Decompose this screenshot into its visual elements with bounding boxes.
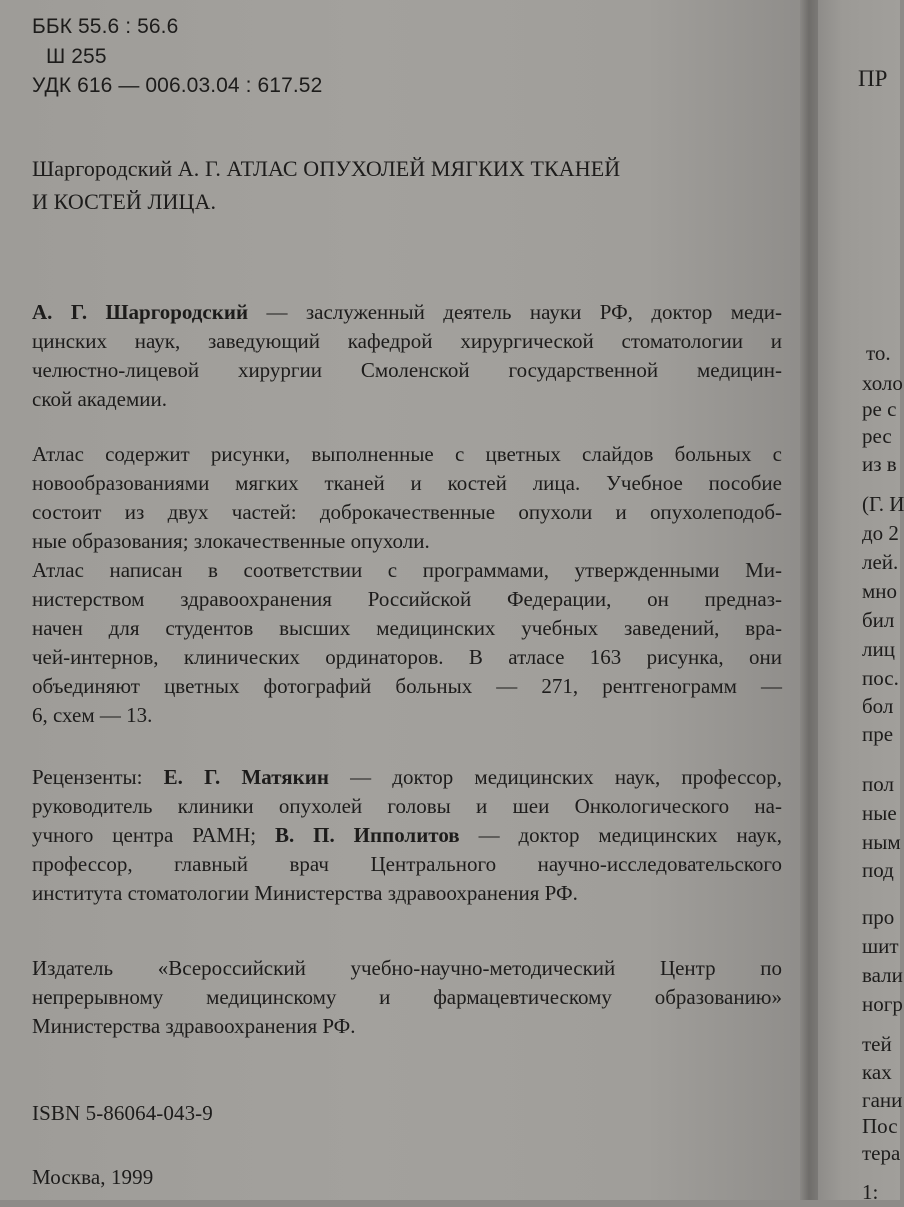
abstract-line: новообразованиями мягких тканей и костей лица. Учебное пособие: [32, 471, 782, 495]
right-page-text: гани: [862, 1088, 903, 1112]
right-page-text: ках: [862, 1060, 892, 1084]
right-page-text: мно: [862, 579, 898, 603]
reviewers-line: института стоматологии Министерства здравоохранения РФ.: [32, 881, 578, 905]
right-page-text: бил: [862, 608, 895, 632]
right-page-text: 1:: [862, 1180, 879, 1204]
right-page-text: лей.: [862, 550, 899, 574]
right-page-text: ре с: [862, 397, 897, 421]
author-bio-line: А. Г. Шаргородский — заслуженный деятель науки РФ, доктор меди-: [32, 300, 782, 324]
reviewers-line: руководитель клиники опухолей головы и шеи Онкологического на-: [32, 794, 782, 818]
book-gutter: [800, 0, 820, 1200]
reviewer-name: Е. Г. Матякин: [163, 765, 329, 789]
reviewers-line: профессор, главный врач Центрального научно-исследовательского: [32, 852, 782, 876]
right-page-text: Пос: [862, 1114, 898, 1138]
right-page-text: то.: [866, 341, 891, 365]
right-page-text: лиц: [862, 637, 895, 661]
right-page-text: шит: [862, 934, 899, 958]
abstract: [32, 440, 782, 730]
isbn: ISBN 5-86064-043-9: [32, 1101, 213, 1125]
right-page-text: пос.: [862, 666, 899, 690]
right-page-text: рес: [862, 424, 892, 448]
reviewers: [32, 763, 782, 908]
right-page-text: ногр: [862, 992, 903, 1016]
author-name: А. Г. Шаргородский: [32, 300, 249, 324]
abstract-line: 6, схем — 13.: [32, 703, 153, 727]
publisher-line: непрерывному медицинскому и фармацевтическому образованию»: [32, 985, 782, 1009]
right-page-text: до 2: [862, 521, 899, 545]
place-year: Москва, 1999: [32, 1165, 154, 1189]
right-page-text: из в: [862, 452, 897, 476]
reviewers-line: учного центра РАМН; В. П. Ипполитов — доктор медицинских наук,: [32, 823, 782, 847]
udk-code: УДК 616 — 006.03.04 : 617.52: [32, 74, 323, 97]
author-bio-line: цинских наук, заведующий кафедрой хирургической стоматологии и: [32, 329, 782, 353]
bibliographic-title-line1: Шаргородский А. Г. АТЛАС ОПУХОЛЕЙ МЯГКИХ ТКАНЕЙ: [32, 156, 621, 181]
right-page-heading: ПР: [858, 66, 888, 91]
right-page-text: вали: [862, 963, 903, 987]
abstract-line: ные образования; злокачественные опухоли.: [32, 529, 430, 553]
right-page-text: тера: [862, 1141, 901, 1165]
right-page-text: под: [862, 858, 894, 882]
abstract-line: Атлас содержит рисунки, выполненные с цветных слайдов больных с: [32, 442, 782, 466]
right-page-text: ным: [862, 830, 901, 854]
abstract-line: начен для студентов высших медицинских учебных заведений, вра-: [32, 616, 782, 640]
right-page-text: холо: [862, 371, 903, 395]
right-page-text: ные: [862, 801, 897, 825]
author-mark: Ш 255: [46, 45, 107, 68]
right-page: [818, 0, 904, 1204]
abstract-line: нистерством здравоохранения Российской Федерации, он предназ-: [32, 587, 782, 611]
right-page-text: пре: [862, 722, 894, 746]
reviewer-name: В. П. Ипполитов: [275, 823, 460, 847]
publisher-line: Министерства здравоохранения РФ.: [32, 1014, 356, 1038]
right-page-text: бол: [862, 694, 894, 718]
author-bio-line: ской академии.: [32, 387, 167, 411]
publisher: [32, 954, 782, 1041]
abstract-line: состоит из двух частей: доброкачественные опухоли и опухолеподоб-: [32, 500, 782, 524]
right-page-text: пол: [862, 772, 894, 796]
author-bio: [32, 298, 782, 414]
reviewers-line: Рецензенты: Е. Г. Матякин — доктор медицинских наук, профессор,: [32, 765, 782, 789]
bibliographic-title-line2: И КОСТЕЙ ЛИЦА.: [32, 189, 217, 214]
bbk-code: ББК 55.6 : 56.6: [32, 15, 179, 38]
publisher-line: Издатель «Всероссийский учебно-научно-методический Центр по: [32, 956, 782, 980]
abstract-line: объединяют цветных фотографий больных — 271, рентгенограмм —: [32, 674, 782, 698]
right-page-text: про: [862, 905, 895, 929]
author-bio-line: челюстно-лицевой хирургии Смоленской государственной медицин-: [32, 358, 782, 382]
right-page-text: (Г. И: [862, 492, 904, 516]
right-page-text: тей: [862, 1032, 892, 1056]
abstract-line: чей-интернов, клинических ординаторов. В атласе 163 рисунка, они: [32, 645, 782, 669]
abstract-line: Атлас написан в соответствии с программами, утвержденными Ми-: [32, 558, 782, 582]
